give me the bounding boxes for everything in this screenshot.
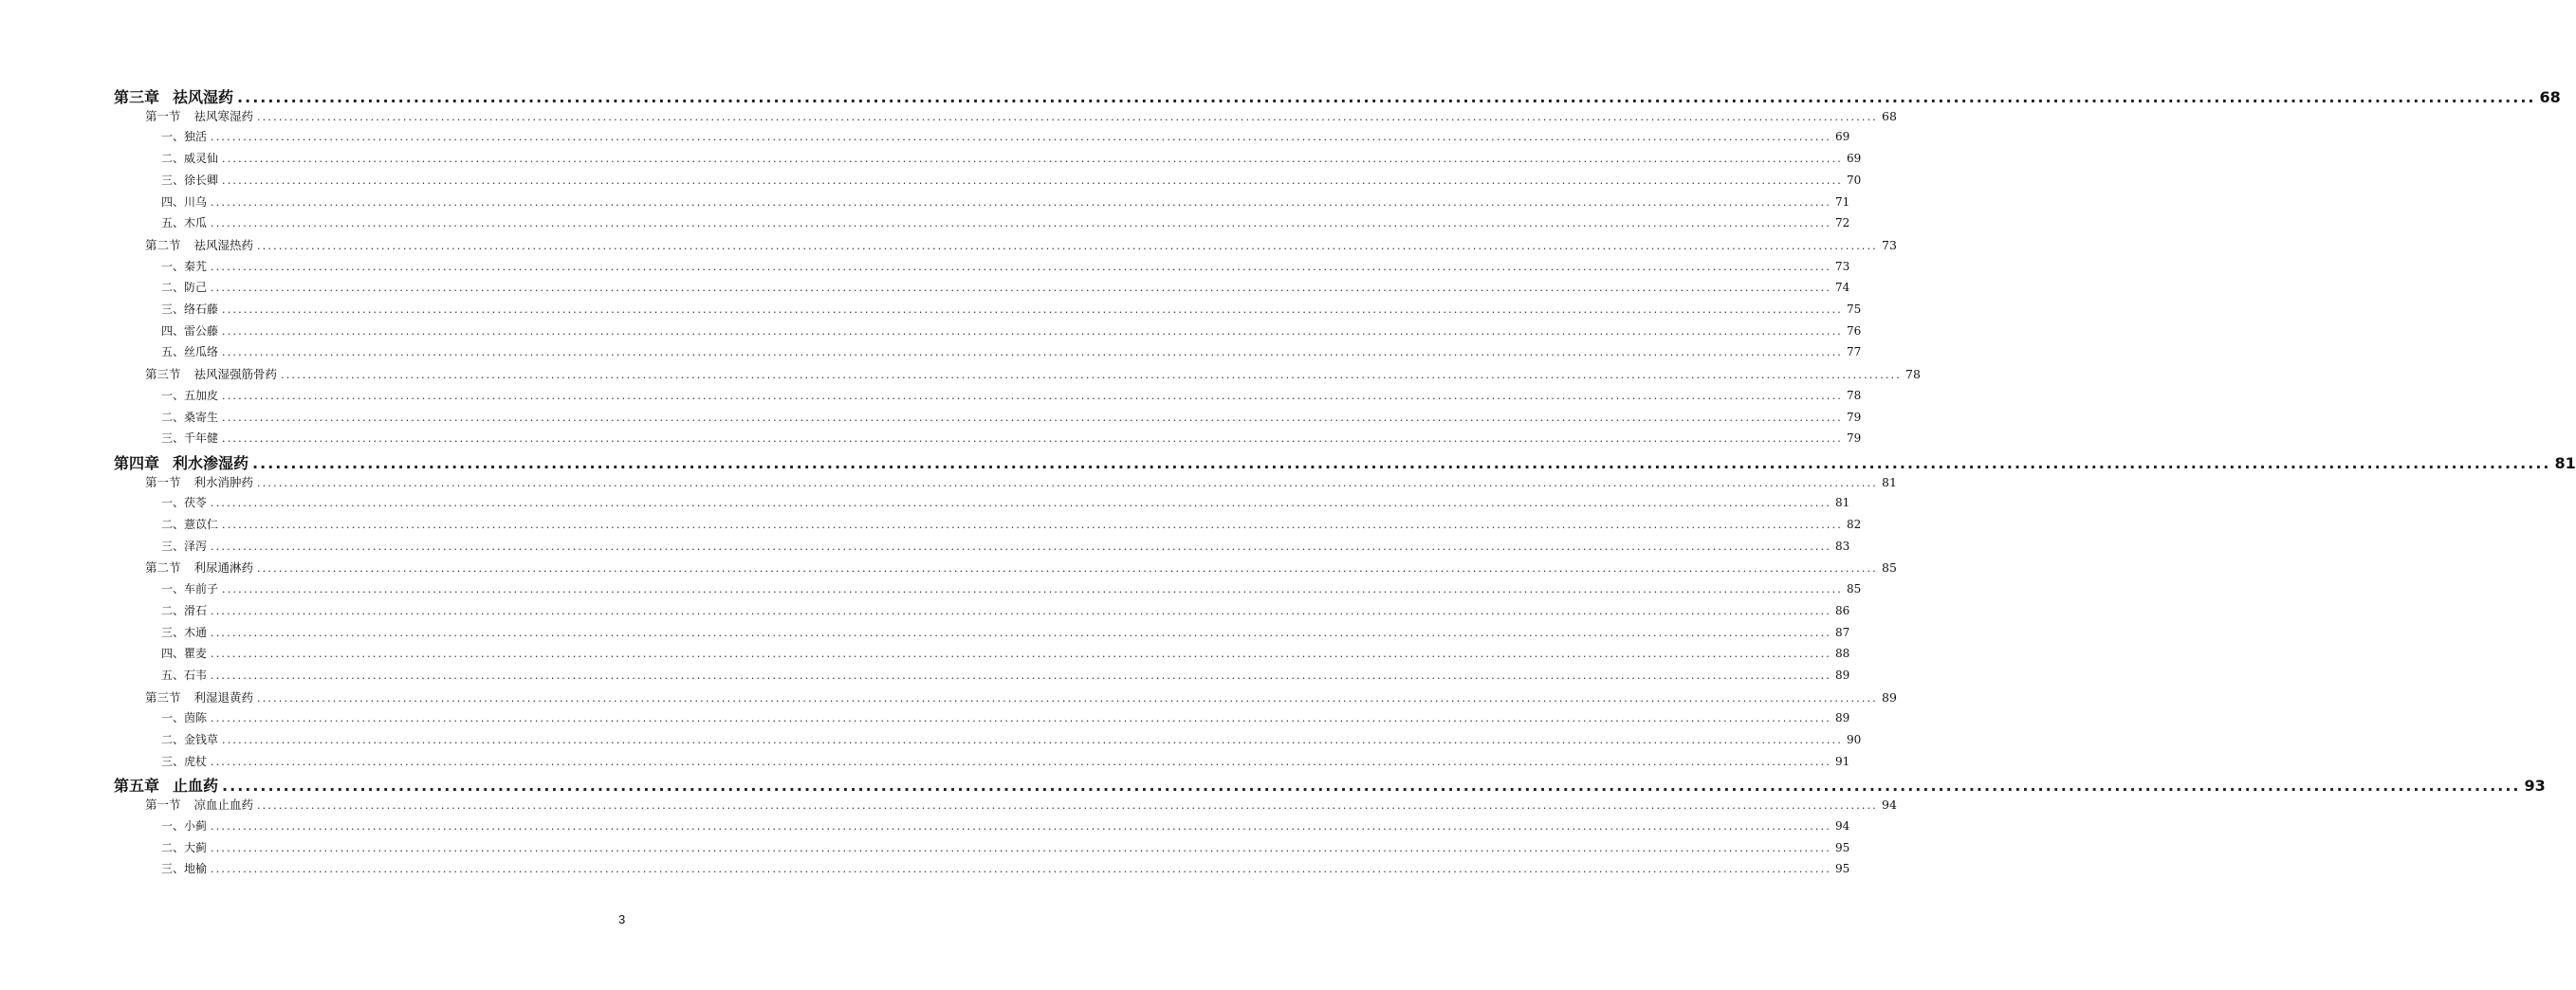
- toc-dot-leader: ............................................................................................................................................................................................................................................................................................................: [211, 282, 1832, 295]
- toc-entry-label: [145, 236, 253, 253]
- toc-entry-number: 二、: [161, 518, 185, 531]
- toc-page-number: 78: [1905, 367, 1921, 382]
- toc-entry-title: 祛风湿强筋骨药: [193, 367, 278, 382]
- toc-entry-label: [145, 473, 253, 490]
- toc-dot-leader: ............................................................................................................................................................................................................................................................................................................: [211, 712, 1832, 725]
- toc-entry-number: 五、: [161, 216, 185, 230]
- toc-item-row[interactable]: [161, 193, 1850, 210]
- toc-item-row[interactable]: [161, 667, 1850, 683]
- toc-entry-title: 丝瓜络: [184, 345, 219, 359]
- toc-page-number: 73: [1882, 237, 1897, 252]
- toc-page-number: 87: [1835, 625, 1850, 639]
- toc-entry-label: [161, 645, 207, 661]
- toc-item-row[interactable]: [161, 753, 1850, 769]
- toc-entry-number: 五、: [161, 668, 185, 682]
- toc-dot-leader: ............................................................................................................................................................................................................................................................................................................: [222, 303, 1844, 316]
- toc-section-row[interactable]: [145, 473, 1897, 490]
- toc-page-number: 81: [1835, 496, 1850, 510]
- toc-entry-label: [145, 559, 253, 576]
- toc-entry-label: [161, 580, 218, 596]
- toc-dot-leader: ............................................................................................................................................................................................................................................................................................................: [257, 476, 1879, 489]
- toc-entry-number: 三、: [161, 754, 185, 768]
- toc-item-row[interactable]: [161, 516, 1862, 532]
- toc-entry-number: 第三章: [114, 88, 160, 106]
- toc-entry-number: 二、: [161, 152, 185, 166]
- toc-entry-label: [161, 409, 218, 425]
- toc-entry-label: [145, 688, 253, 706]
- toc-item-row[interactable]: [161, 624, 1850, 640]
- toc-dot-leader: ............................................................................................................................................................................................................................................................................................................: [211, 604, 1832, 617]
- toc-entry-label: [114, 451, 248, 473]
- toc-dot-leader: ............................................................................................................................................................................................................................................................................................................: [257, 691, 1879, 705]
- toc-item-row[interactable]: [161, 343, 1862, 359]
- toc-dot-leader: ............................................................................................................................................................................................................................................................................................................: [211, 195, 1832, 209]
- toc-dot-leader: ............................................................................................................................................................................................................................................................................................................: [257, 799, 1879, 813]
- toc-chapter-row[interactable]: [114, 451, 2576, 473]
- toc-page-number: 69: [1847, 152, 1862, 166]
- toc-entry-title: 滑石: [184, 603, 208, 617]
- toc-entry-number: 一、: [161, 388, 185, 402]
- toc-dot-leader: ............................................................................................................................................................................................................................................................................................................: [222, 432, 1844, 446]
- toc-item-row[interactable]: [161, 580, 1862, 596]
- toc-dot-leader: ............................................................................................................................................................................................................................................................................................................: [211, 626, 1832, 639]
- toc-entry-label: [161, 343, 218, 359]
- toc-dot-leader: ............................................................................................................................................................................................................................................................................................................: [211, 540, 1832, 553]
- toc-entry-number: 第二节: [145, 237, 181, 252]
- toc-entry-label: [161, 709, 207, 725]
- toc-page-number: 82: [1847, 518, 1862, 531]
- toc-entry-number: 二、: [161, 840, 185, 854]
- toc-entry-title: 石韦: [184, 668, 208, 682]
- toc-entry-label: [114, 774, 218, 796]
- toc-entry-title: 千年健: [184, 431, 219, 446]
- toc-page-number: 74: [1835, 281, 1850, 295]
- toc-page-number: 68: [2539, 88, 2561, 106]
- toc-page-number: 79: [1847, 431, 1862, 446]
- toc-page-number: 71: [1835, 194, 1850, 209]
- toc-entry-title: 桑寄生: [184, 410, 219, 424]
- toc-entry-number: 第一节: [145, 474, 181, 489]
- toc-dot-leader: ............................................................................................................................................................................................................................................................................................................: [222, 153, 1844, 166]
- toc-page-number: 79: [1847, 410, 1862, 424]
- toc-dot-leader: ............................................................................................................................................................................................................................................................................................................: [222, 389, 1844, 402]
- toc-item-row[interactable]: [161, 128, 1850, 144]
- toc-entry-title: 秦艽: [184, 259, 208, 273]
- toc-dot-leader: ............................................................................................................................................................................................................................................................................................................: [222, 174, 1844, 187]
- toc-entry-title: 利水渗湿药: [173, 453, 249, 472]
- toc-page-number: 94: [1835, 818, 1850, 833]
- toc-section-row[interactable]: [145, 688, 1897, 706]
- toc-page-number: 75: [1847, 302, 1862, 316]
- toc-entry-label: [145, 796, 253, 813]
- toc-page-number: 90: [1847, 733, 1862, 746]
- toc-dot-leader: ............................................................................................................................................................................................................................................................................................................: [211, 260, 1832, 273]
- toc-dot-leader: ............................................................................................................................................................................................................................................................................................................: [222, 324, 1844, 338]
- toc-entry-title: 利湿退黄药: [193, 689, 254, 705]
- toc-dot-leader: ............................................................................................................................................................................................................................................................................................................: [211, 755, 1832, 768]
- toc-item-row[interactable]: [161, 430, 1862, 446]
- toc-entry-title: 祛风寒湿药: [193, 108, 254, 123]
- toc-entry-number: 三、: [161, 173, 185, 187]
- toc-entry-label: [161, 301, 218, 317]
- toc-entry-title: 车前子: [184, 582, 219, 596]
- toc-dot-leader: ............................................................................................................................................................................................................................................................................................................: [257, 110, 1879, 123]
- toc-page-number: 78: [1847, 388, 1862, 402]
- toc-entry-label: [161, 753, 207, 769]
- toc-entry-title: 络石藤: [184, 302, 219, 316]
- toc-item-row[interactable]: [161, 301, 1862, 317]
- toc-chapter-row[interactable]: [114, 774, 2546, 796]
- toc-entry-title: 茵陈: [184, 711, 208, 725]
- toc-entry-title: 徐长卿: [184, 173, 219, 187]
- toc-entry-title: 威灵仙: [184, 152, 219, 166]
- toc-entry-label: [161, 214, 207, 230]
- toc-entry-label: [161, 602, 207, 618]
- toc-entry-number: 三、: [161, 862, 185, 876]
- toc-entry-title: 薏苡仁: [184, 518, 219, 531]
- toc-entry-label: [161, 172, 218, 188]
- toc-dot-leader: ............................................................................................................................................................................................................................................................................................................: [222, 734, 1844, 746]
- toc-page-number: 76: [1847, 323, 1862, 338]
- toc-dot-leader: ............................................................................................................................................................................................................................................................................................................: [211, 841, 1832, 854]
- toc-page-number: 89: [1882, 689, 1897, 705]
- toc-item-row[interactable]: [161, 839, 1850, 855]
- toc-item-row[interactable]: [161, 409, 1862, 425]
- toc-item-row[interactable]: [161, 538, 1850, 554]
- toc-entry-number: 四、: [161, 323, 185, 338]
- toc-entry-title: 雷公藤: [184, 323, 219, 338]
- toc-entry-label: [161, 516, 218, 532]
- toc-section-row[interactable]: [145, 365, 1921, 382]
- toc-dot-leader: ............................................................................................................................................................................................................................................................................................................: [211, 217, 1832, 230]
- toc-entry-number: 一、: [161, 818, 185, 833]
- toc-entry-label: [161, 731, 218, 747]
- toc-entry-number: 三、: [161, 302, 185, 316]
- toc-item-row[interactable]: [161, 322, 1862, 339]
- toc-entry-number: 二、: [161, 281, 185, 295]
- toc-page-number: 81: [2554, 453, 2576, 472]
- toc-entry-label: [114, 85, 233, 107]
- toc-entry-label: [161, 860, 207, 876]
- toc-entry-title: 利尿通淋药: [193, 560, 254, 576]
- toc-page-number: 77: [1847, 345, 1862, 359]
- toc-entry-number: 第五章: [114, 777, 160, 796]
- toc-entry-label: [161, 150, 218, 166]
- toc-section-row[interactable]: [145, 559, 1897, 576]
- toc-section-row[interactable]: [145, 236, 1897, 253]
- toc-entry-number: 五、: [161, 345, 185, 359]
- toc-dot-leader: ............................................................................................................................................................................................................................................................................................................: [252, 453, 2551, 472]
- toc-page-number: 68: [1882, 108, 1897, 123]
- toc-entry-number: 三、: [161, 539, 185, 553]
- toc-entry-label: [145, 107, 253, 124]
- toc-entry-title: 虎杖: [184, 754, 208, 768]
- toc-page-number: 69: [1835, 130, 1850, 144]
- toc-entry-number: 三、: [161, 431, 185, 446]
- toc-dot-leader: ............................................................................................................................................................................................................................................................................................................: [222, 519, 1844, 531]
- toc-dot-leader: ............................................................................................................................................................................................................................................................................................................: [211, 648, 1832, 661]
- toc-entry-title: 茯苓: [184, 496, 208, 510]
- toc-page-number: 85: [1847, 582, 1862, 596]
- toc-chapter-row[interactable]: [114, 85, 2561, 107]
- toc-entry-label: [161, 128, 207, 144]
- toc-entry-title: 祛风湿药: [173, 88, 234, 106]
- toc-entry-title: 五加皮: [184, 388, 219, 402]
- toc-item-row[interactable]: [161, 602, 1850, 618]
- toc-entry-number: 第一节: [145, 108, 181, 123]
- toc-entry-label: [161, 387, 218, 403]
- toc-dot-leader: ............................................................................................................................................................................................................................................................................................................: [211, 819, 1832, 833]
- toc-entry-title: 祛风湿热药: [193, 237, 254, 252]
- toc-item-row[interactable]: [161, 258, 1850, 274]
- toc-dot-leader: ............................................................................................................................................................................................................................................................................................................: [211, 131, 1832, 144]
- toc-dot-leader: ............................................................................................................................................................................................................................................................................................................: [211, 863, 1832, 876]
- toc-page-number: 83: [1835, 539, 1850, 553]
- toc-entry-title: 木瓜: [184, 216, 208, 230]
- toc-entry-number: 四、: [161, 647, 185, 661]
- toc-entry-label: [145, 365, 277, 382]
- toc-entry-number: 一、: [161, 130, 185, 144]
- toc-page-number: 72: [1835, 216, 1850, 230]
- toc-item-row[interactable]: [161, 860, 1850, 876]
- toc-page-number: 91: [1835, 754, 1850, 768]
- toc-entry-number: 一、: [161, 582, 185, 596]
- toc-dot-leader: ............................................................................................................................................................................................................................................................................................................: [222, 777, 2521, 796]
- toc-dot-leader: ............................................................................................................................................................................................................................................................................................................: [222, 411, 1844, 424]
- toc-entry-title: 凉血止血药: [193, 798, 254, 813]
- toc-item-row[interactable]: [161, 387, 1862, 403]
- toc-item-row[interactable]: [161, 214, 1850, 230]
- toc-entry-title: 小蓟: [184, 818, 208, 833]
- toc-dot-leader: ............................................................................................................................................................................................................................................................................................................: [257, 562, 1879, 576]
- toc-entry-label: [161, 839, 207, 855]
- toc-page-number: 86: [1835, 603, 1850, 617]
- toc-item-row[interactable]: [161, 150, 1862, 166]
- toc-item-row[interactable]: [161, 172, 1862, 188]
- toc-entry-number: 二、: [161, 733, 185, 746]
- toc-page-number: 95: [1835, 862, 1850, 876]
- toc-entry-title: 泽泻: [184, 539, 208, 553]
- toc-dot-leader: ............................................................................................................................................................................................................................................................................................................: [257, 239, 1879, 252]
- toc-entry-number: 第三节: [145, 689, 181, 705]
- toc-entry-label: [161, 279, 207, 295]
- toc-section-row[interactable]: [145, 107, 1897, 124]
- toc-dot-leader: ............................................................................................................................................................................................................................................................................................................: [211, 497, 1832, 510]
- toc-page-number: 95: [1835, 840, 1850, 854]
- toc-entry-number: 第四章: [114, 453, 160, 472]
- toc-entry-label: [161, 538, 207, 554]
- toc-entry-title: 防己: [184, 281, 208, 295]
- toc-dot-leader: ............................................................................................................................................................................................................................................................................................................: [237, 88, 2536, 106]
- toc-page-number: 81: [1882, 474, 1897, 489]
- toc-entry-number: 三、: [161, 625, 185, 639]
- toc-entry-number: 第三节: [145, 367, 181, 382]
- toc-dot-leader: ............................................................................................................................................................................................................................................................................................................: [222, 346, 1844, 359]
- toc-item-row[interactable]: [161, 731, 1862, 747]
- toc-entry-title: 大蓟: [184, 840, 208, 854]
- toc-page-number: 70: [1847, 173, 1862, 187]
- toc-item-row[interactable]: [161, 709, 1850, 725]
- page-number: 3: [618, 912, 626, 926]
- toc-item-row[interactable]: [161, 494, 1850, 510]
- toc-entry-label: [161, 667, 207, 683]
- toc-item-row[interactable]: [161, 279, 1850, 295]
- toc-entry-label: [161, 624, 207, 640]
- toc-entry-title: 木通: [184, 625, 208, 639]
- toc-entry-title: 川乌: [184, 194, 208, 209]
- toc-page-number: 85: [1882, 560, 1897, 576]
- toc-entry-number: 二、: [161, 410, 185, 424]
- toc-entry-number: 一、: [161, 259, 185, 273]
- toc-entry-number: 二、: [161, 603, 185, 617]
- toc-entry-number: 一、: [161, 496, 185, 510]
- toc-dot-leader: ............................................................................................................................................................................................................................................................................................................: [281, 369, 1903, 382]
- toc-entry-title: 独活: [184, 130, 208, 144]
- toc-entry-label: [161, 430, 218, 446]
- toc-page-number: 93: [2524, 777, 2546, 796]
- toc-page-number: 88: [1835, 647, 1850, 661]
- toc-entry-title: 地榆: [184, 862, 208, 876]
- toc-page-number: 94: [1882, 798, 1897, 813]
- toc-entry-title: 利水消肿药: [193, 474, 254, 489]
- toc-entry-number: 第二节: [145, 560, 181, 576]
- toc-page-number: 89: [1835, 711, 1850, 725]
- toc-dot-leader: ............................................................................................................................................................................................................................................................................................................: [211, 669, 1832, 682]
- toc-entry-label: [161, 817, 207, 834]
- toc-entry-number: 一、: [161, 711, 185, 725]
- toc-entry-title: 金钱草: [184, 733, 219, 746]
- toc-page-number: 89: [1835, 668, 1850, 682]
- toc-item-row[interactable]: [161, 817, 1850, 834]
- toc-entry-label: [161, 322, 218, 339]
- toc-entry-label: [161, 258, 207, 274]
- toc-entry-title: 止血药: [173, 777, 219, 796]
- toc-entry-number: 第一节: [145, 798, 181, 813]
- toc-entry-label: [161, 193, 207, 210]
- toc-entry-title: 瞿麦: [184, 647, 208, 661]
- toc-section-row[interactable]: [145, 796, 1897, 813]
- toc-entry-number: 四、: [161, 194, 185, 209]
- toc-dot-leader: ............................................................................................................................................................................................................................................................................................................: [222, 583, 1844, 596]
- toc-page-number: 73: [1835, 259, 1850, 273]
- toc-entry-label: [161, 494, 207, 510]
- toc-item-row[interactable]: [161, 645, 1850, 661]
